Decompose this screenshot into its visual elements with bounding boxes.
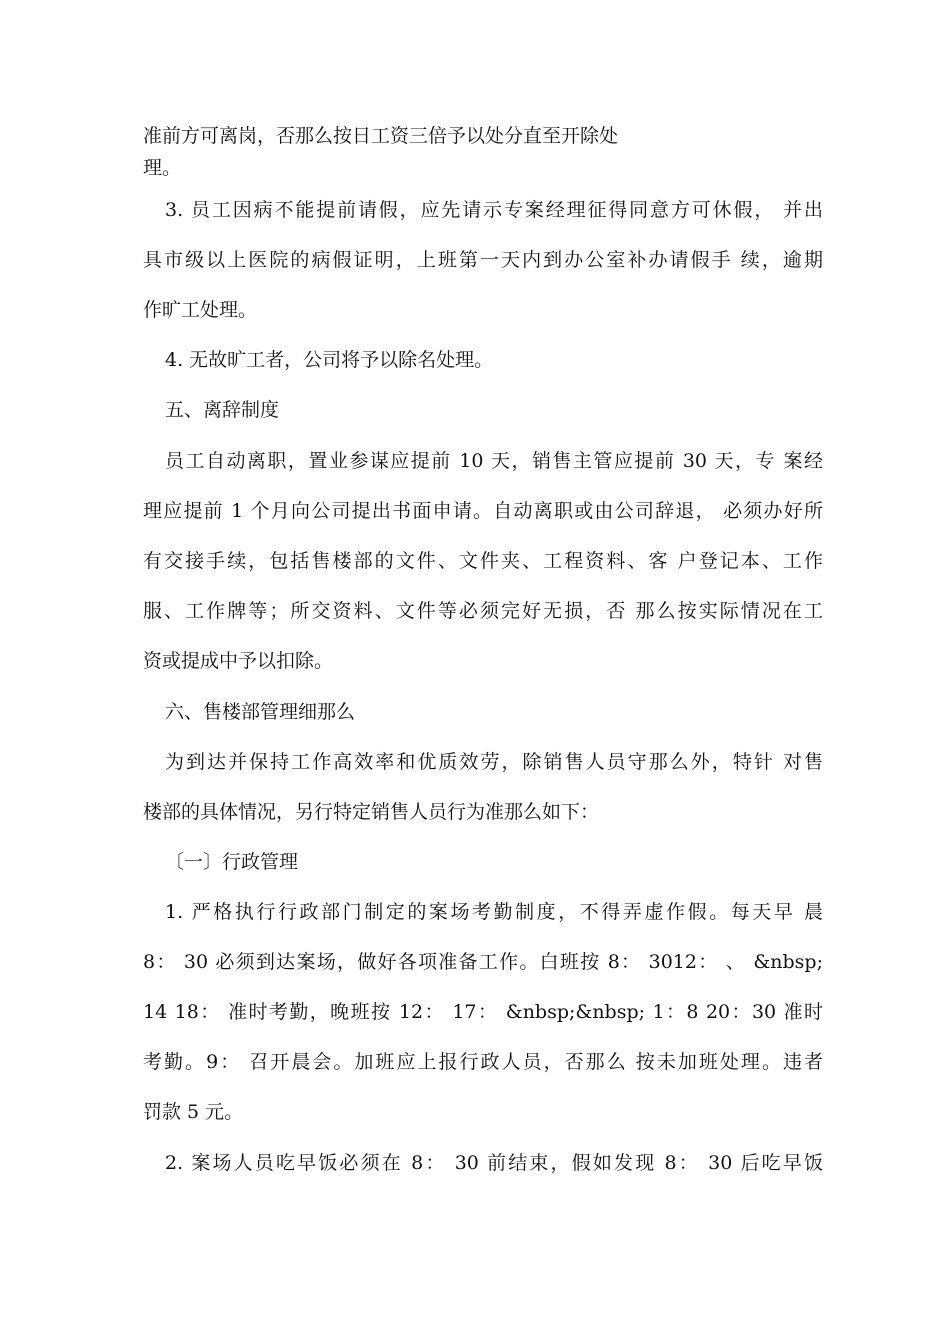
text-line: 有交接手续，包括售楼部的文件、文件夹、工程资料、客 户登记本、工作	[143, 550, 823, 572]
text-line: 罚款 5 元。	[143, 1101, 244, 1123]
text-line: 4. 无故旷工者，公司将予以除名处理。	[165, 349, 494, 371]
text-line: 理应提前 1 个月向公司提出书面申请。自动离职或由公司辞退， 必须办好所	[143, 500, 823, 522]
text-line: 服、工作牌等；所交资料、文件等必须完好无损，否 那么按实际情况在工	[143, 600, 823, 622]
text-line: 资或提成中予以扣除。	[143, 650, 334, 672]
subsection-heading: 〔一〕行政管理	[165, 851, 299, 873]
text-line: 员工自动离职，置业参谋应提前 10 天，销售主管应提前 30 天，专 案经	[165, 450, 823, 472]
text-line: 作旷工处理。	[143, 299, 258, 321]
text-line: 准前方可离岗，否那么按日工资三倍予以处分直至开除处	[143, 125, 619, 147]
text-line: 考勤。9： 召开晨会。加班应上报行政人员，否那么 按未加班处理。违者	[143, 1051, 823, 1073]
section-heading: 五、离辞制度	[165, 399, 280, 421]
text-line: 楼部的具体情况，另行特定销售人员行为准那么如下：	[143, 801, 600, 823]
text-line: 为到达并保持工作高效率和优质效劳，除销售人员守那么外，特针 对售	[165, 751, 823, 773]
text-line: 8： 30 必须到达案场，做好各项准备工作。白班按 8： 3012： 、 &nbsp;	[143, 951, 823, 973]
section-heading: 六、售楼部管理细那么	[165, 701, 356, 723]
text-line: 理。	[143, 157, 182, 179]
text-line: 3. 员工因病不能提前请假，应先请示专案经理征得同意方可休假， 并出	[165, 199, 823, 221]
text-line: 1. 严格执行行政部门制定的案场考勤制度，不得弄虚作假。每天早 晨	[165, 901, 823, 923]
text-line: 2. 案场人员吃早饭必须在 8： 30 前结束，假如发现 8： 30 后吃早饭	[165, 1152, 823, 1174]
text-line: 具市级以上医院的病假证明，上班第一天内到办公室补办请假手 续，逾期	[143, 249, 823, 271]
text-line: 14 18： 准时考勤，晚班按 12： 17： &nbsp;&nbsp; 1：8 20：30 准时	[143, 1001, 823, 1023]
